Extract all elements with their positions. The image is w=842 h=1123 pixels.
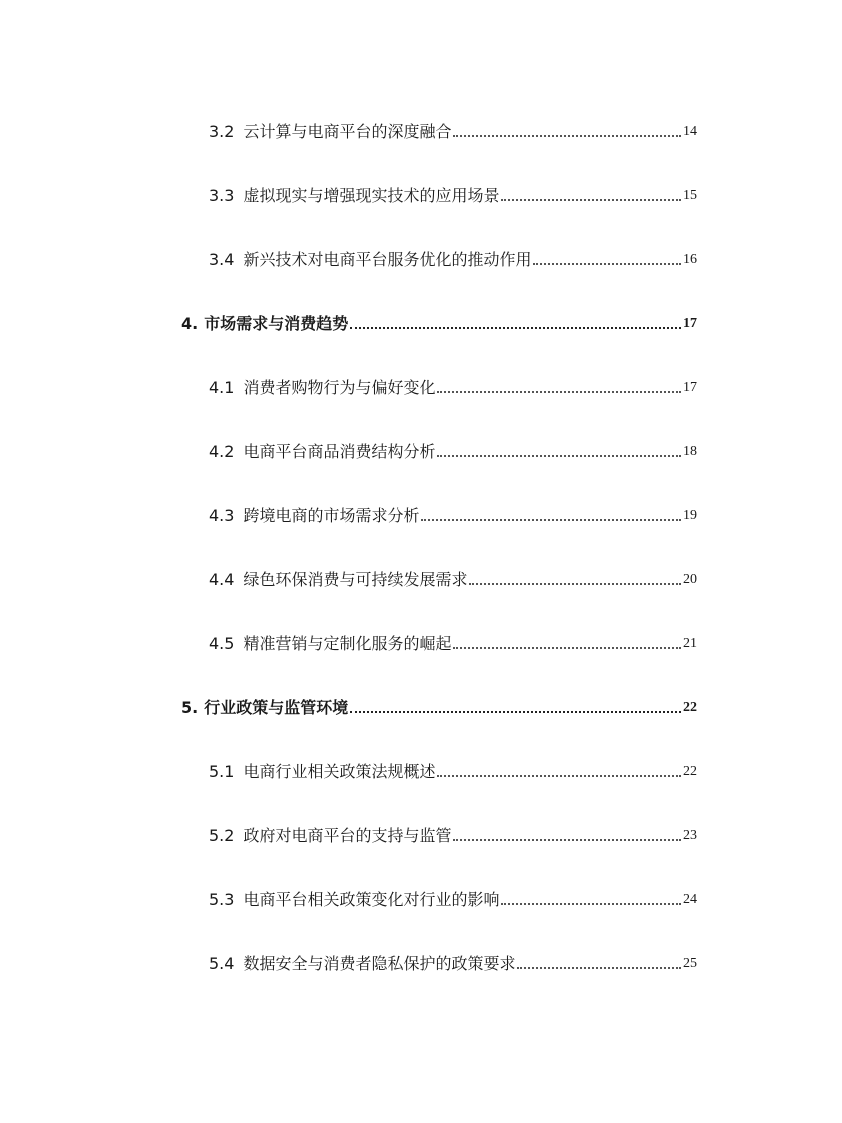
- toc-entry-4-5[interactable]: [209, 630, 697, 654]
- toc-number: 4.: [181, 314, 199, 333]
- toc-entry-4-2[interactable]: [209, 438, 697, 462]
- toc-leader-dots: [469, 583, 681, 585]
- toc-page-number: 20: [683, 572, 697, 587]
- toc-number: 4.4: [209, 570, 235, 589]
- toc-leader-dots: [350, 327, 681, 329]
- toc-title: 电商平台商品消费结构分析: [243, 442, 436, 461]
- toc-page-number: 24: [683, 892, 697, 907]
- toc-entry-5-4[interactable]: [209, 950, 697, 974]
- toc-leader-dots: [437, 775, 681, 777]
- toc-number: 4.3: [209, 506, 235, 525]
- toc-leader-dots: [453, 135, 681, 137]
- toc-title: 电商平台相关政策变化对行业的影响: [243, 890, 500, 909]
- toc-page-number: 14: [683, 124, 697, 139]
- toc-entry-5[interactable]: [181, 694, 697, 718]
- toc-page-number: 17: [683, 316, 697, 331]
- toc-number: 5.2: [209, 826, 235, 845]
- toc-title: 市场需求与消费趋势: [204, 314, 349, 333]
- toc-number: 5.4: [209, 954, 235, 973]
- toc-number: 5.3: [209, 890, 235, 909]
- toc-leader-dots: [501, 199, 681, 201]
- toc-page-number: 15: [683, 188, 697, 203]
- toc-number: 3.3: [209, 186, 235, 205]
- toc-entry-5-1[interactable]: [209, 758, 697, 782]
- toc-page-number: 18: [683, 444, 697, 459]
- toc-entry-4-3[interactable]: [209, 502, 697, 526]
- toc-entry-4-1[interactable]: [209, 374, 697, 398]
- toc-title: 虚拟现实与增强现实技术的应用场景: [243, 186, 500, 205]
- toc-title: 消费者购物行为与偏好变化: [243, 378, 436, 397]
- toc-page-number: 25: [683, 956, 697, 971]
- toc-entry-3-4[interactable]: [209, 246, 697, 270]
- toc-leader-dots: [350, 711, 681, 713]
- toc-title: 电商行业相关政策法规概述: [243, 762, 436, 781]
- toc-title: 新兴技术对电商平台服务优化的推动作用: [243, 250, 532, 269]
- toc-title: 精准营销与定制化服务的崛起: [243, 634, 452, 653]
- toc-page-number: 17: [683, 380, 697, 395]
- toc-page-number: 22: [683, 700, 697, 715]
- toc-number: 3.2: [209, 122, 235, 141]
- toc-leader-dots: [421, 519, 681, 521]
- toc-leader-dots: [453, 839, 681, 841]
- toc-entry-3-3[interactable]: [209, 182, 697, 206]
- toc-page-number: 21: [683, 636, 697, 651]
- toc-leader-dots: [501, 903, 681, 905]
- toc-number: 4.2: [209, 442, 235, 461]
- toc-entry-5-3[interactable]: [209, 886, 697, 910]
- toc-entry-4-4[interactable]: [209, 566, 697, 590]
- toc-number: 4.1: [209, 378, 235, 397]
- toc-number: 4.5: [209, 634, 235, 653]
- toc-title: 云计算与电商平台的深度融合: [243, 122, 452, 141]
- toc-title: 跨境电商的市场需求分析: [243, 506, 420, 525]
- toc-leader-dots: [437, 391, 681, 393]
- toc-title: 绿色环保消费与可持续发展需求: [243, 570, 468, 589]
- toc-page-number: 23: [683, 828, 697, 843]
- toc-title: 数据安全与消费者隐私保护的政策要求: [243, 954, 516, 973]
- toc-page-number: 22: [683, 764, 697, 779]
- toc-leader-dots: [437, 455, 681, 457]
- toc-title: 行业政策与监管环境: [204, 698, 349, 717]
- toc-entry-5-2[interactable]: [209, 822, 697, 846]
- toc-page-number: 19: [683, 508, 697, 523]
- toc-title: 政府对电商平台的支持与监管: [243, 826, 452, 845]
- toc-number: 5.: [181, 698, 199, 717]
- toc-leader-dots: [517, 967, 681, 969]
- toc-entry-4[interactable]: [181, 310, 697, 334]
- toc-page-number: 16: [683, 252, 697, 267]
- toc-leader-dots: [533, 263, 681, 265]
- toc-leader-dots: [453, 647, 681, 649]
- toc-entry-3-2[interactable]: [209, 118, 697, 142]
- toc-number: 5.1: [209, 762, 235, 781]
- toc-number: 3.4: [209, 250, 235, 269]
